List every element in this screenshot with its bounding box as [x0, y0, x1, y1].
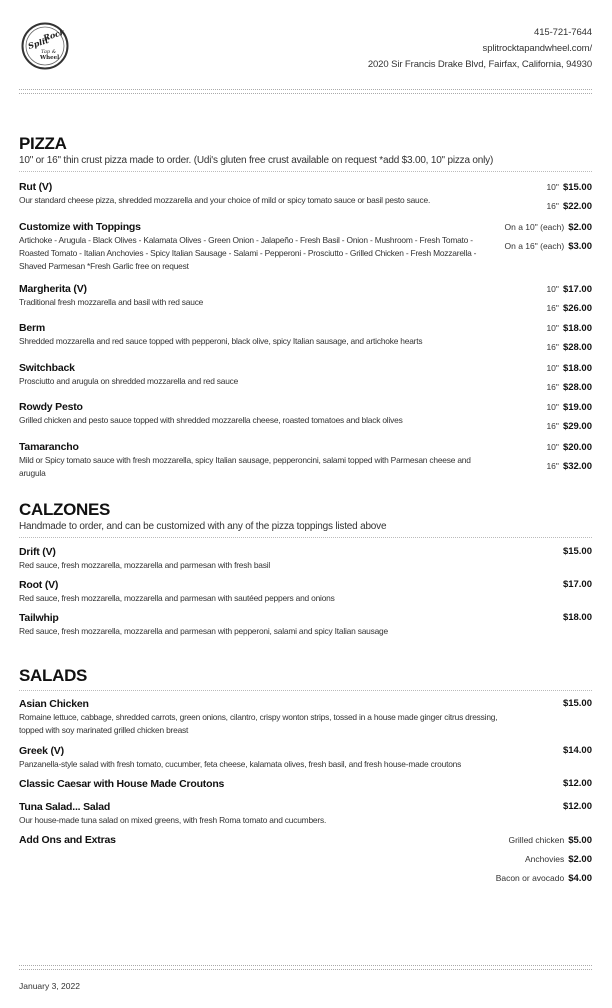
- price-row: 16" $22.00: [546, 201, 592, 212]
- price-row: 16" $26.00: [546, 303, 592, 314]
- menu-item: [19, 180, 592, 212]
- item-price: $12.00: [562, 801, 592, 812]
- item-description: Red sauce, fresh mozzarella, mozzarella and parmesan with pepperoni, salami and spicy Italian sausage: [19, 626, 388, 636]
- item-prices: [546, 280, 592, 318]
- menu-item: [19, 400, 592, 432]
- svg-text:Tap &: Tap &: [41, 49, 57, 55]
- addon-prices: [496, 831, 592, 888]
- price-row: Anchovies $2.00: [525, 854, 592, 865]
- menu-item: [19, 777, 592, 791]
- item-price: $15.00: [562, 698, 592, 709]
- item-prices: [505, 218, 593, 256]
- item-description: Our house-made tuna salad on mixed greens, with fresh Roma tomato and cucumbers.: [19, 815, 327, 825]
- item-name: Drift (V): [19, 546, 56, 558]
- price-row: Bacon or avocado $4.00: [495, 873, 592, 884]
- section-divider: [19, 171, 592, 172]
- salads-section: [19, 666, 592, 896]
- price-row: 16" $29.00: [546, 421, 592, 432]
- section-title: PIZZA: [19, 134, 67, 153]
- svg-text:Split: Split: [26, 34, 50, 51]
- item-name: Classic Caesar with House Made Croutons: [19, 778, 225, 790]
- item-description: Mild or Spicy tomato sauce with fresh mozzarella, spicy Italian sausage, pepperoncini, salami topped with Parmesan cheese and arugula: [19, 455, 471, 478]
- item-description: Traditional fresh mozzarella and basil with red sauce: [19, 297, 204, 307]
- website-link[interactable]: splitrocktapandwheel.com/: [482, 43, 592, 54]
- menu-item: [19, 361, 592, 393]
- item-prices: [546, 359, 592, 397]
- item-description: Prosciutto and arugula on shredded mozzarella and red sauce: [19, 376, 239, 386]
- section-divider: [19, 690, 592, 691]
- menu-item: [19, 321, 592, 353]
- price-row: 16" $28.00: [546, 342, 592, 353]
- item-name: Tailwhip: [19, 612, 59, 624]
- contact-info: [368, 25, 592, 73]
- item-name: Add Ons and Extras: [19, 834, 116, 846]
- menu-item: [19, 545, 592, 572]
- svg-text:Rock: Rock: [41, 26, 67, 43]
- item-name: Rowdy Pesto: [19, 401, 83, 413]
- item-description: Romaine lettuce, cabbage, shredded carrots, green onions, cilantro, crispy wonton strips, tossed in a house made ginger citrus dressing, topped with soy marinated grilled chicken breast: [19, 712, 498, 735]
- item-prices: [546, 178, 592, 216]
- calzones-section: [19, 500, 592, 645]
- item-price: $12.00: [562, 778, 592, 789]
- pizza-section: [19, 134, 592, 478]
- price-row: 10" $18.00: [546, 363, 592, 374]
- item-description: Grilled chicken and pesto sauce topped with shredded mozzarella cheese, roasted tomatoes and black olives: [19, 415, 403, 425]
- phone-number[interactable]: 415-721-7644: [534, 27, 592, 38]
- price-row: 16" $32.00: [546, 461, 592, 472]
- menu-item: [19, 800, 592, 827]
- addons-item: [19, 833, 592, 884]
- menu-item: [19, 744, 592, 771]
- menu-item: [19, 578, 592, 605]
- price-row: 10" $17.00: [546, 284, 592, 295]
- item-description: Shredded mozzarella and red sauce topped with pepperoni, black olive, spicy Italian sausage, and artichoke hearts: [19, 336, 423, 346]
- item-name: Customize with Toppings: [19, 221, 141, 233]
- section-divider: [19, 537, 592, 538]
- footer-date: January 3, 2022: [19, 981, 80, 991]
- price-row: Grilled chicken $5.00: [508, 835, 592, 846]
- section-description: 10" or 16" thin crust pizza made to order. (Udi's gluten free crust available on request *add $3.00, 10" pizza only): [19, 155, 494, 166]
- item-price: $15.00: [562, 546, 592, 557]
- item-name: Root (V): [19, 579, 59, 591]
- item-description: Artichoke - Arugula - Black Olives - Kalamata Olives - Green Onion - Jalapeño - Fresh Basil - Onion - Mushroom - Fresh Tomato - Roasted Tomato - Italian Anchovies - Spicy Italian Sausage - Salami - Pepperoni - Prosciutto - Grilled Chicken - Fresh Mozzarella - Shaved Parmesan *Fresh Garlic free on request: [19, 235, 477, 271]
- svg-text:Wheel: Wheel: [40, 55, 60, 61]
- item-price: $18.00: [562, 612, 592, 623]
- footer-divider: [19, 965, 592, 970]
- menu-item: [19, 282, 592, 314]
- menu-item: [19, 440, 592, 480]
- item-name: Greek (V): [19, 745, 64, 757]
- item-description: Panzanella-style salad with fresh tomato, cucumber, feta cheese, kalamata olives, fresh basil, and fresh house-made croutons: [19, 759, 462, 769]
- item-prices: [546, 438, 592, 476]
- price-row: 16" $28.00: [546, 382, 592, 393]
- item-description: Our standard cheese pizza, shredded mozzarella and your choice of mild or spicy tomato sauce or basil pesto sauce.: [19, 195, 431, 205]
- section-description: Handmade to order, and can be customized with any of the pizza toppings listed above: [19, 521, 387, 532]
- section-title: SALADS: [19, 666, 88, 685]
- item-prices: [546, 398, 592, 436]
- header: [19, 20, 592, 76]
- item-name: Asian Chicken: [19, 698, 89, 710]
- item-name: Rut (V): [19, 181, 53, 193]
- item-prices: [546, 319, 592, 357]
- item-name: Margherita (V): [19, 283, 87, 295]
- item-name: Tuna Salad... Salad: [19, 801, 111, 813]
- header-divider: [19, 89, 592, 94]
- price-row: On a 10" (each) $2.00: [504, 222, 592, 233]
- item-name: Switchback: [19, 362, 75, 374]
- item-price: $17.00: [562, 579, 592, 590]
- price-row: 10" $19.00: [546, 402, 592, 413]
- price-row: 10" $18.00: [546, 323, 592, 334]
- item-description: Red sauce, fresh mozzarella, mozzarella and parmesan with fresh basil: [19, 560, 271, 570]
- menu-item: [19, 220, 592, 273]
- menu-item: [19, 611, 592, 638]
- item-name: Berm: [19, 322, 46, 334]
- item-description: Red sauce, fresh mozzarella, mozzarella and parmesan with sautéed peppers and onions: [19, 593, 335, 603]
- section-title: CALZONES: [19, 500, 111, 519]
- price-row: On a 16" (each) $3.00: [504, 241, 592, 252]
- item-name: Tamarancho: [19, 441, 79, 453]
- logo: [21, 22, 69, 70]
- price-row: 10" $15.00: [546, 182, 592, 193]
- item-price: $14.00: [562, 745, 592, 756]
- price-row: 10" $20.00: [546, 442, 592, 453]
- address: 2020 Sir Francis Drake Blvd, Fairfax, California, 94930: [367, 59, 592, 70]
- menu-item: [19, 697, 592, 737]
